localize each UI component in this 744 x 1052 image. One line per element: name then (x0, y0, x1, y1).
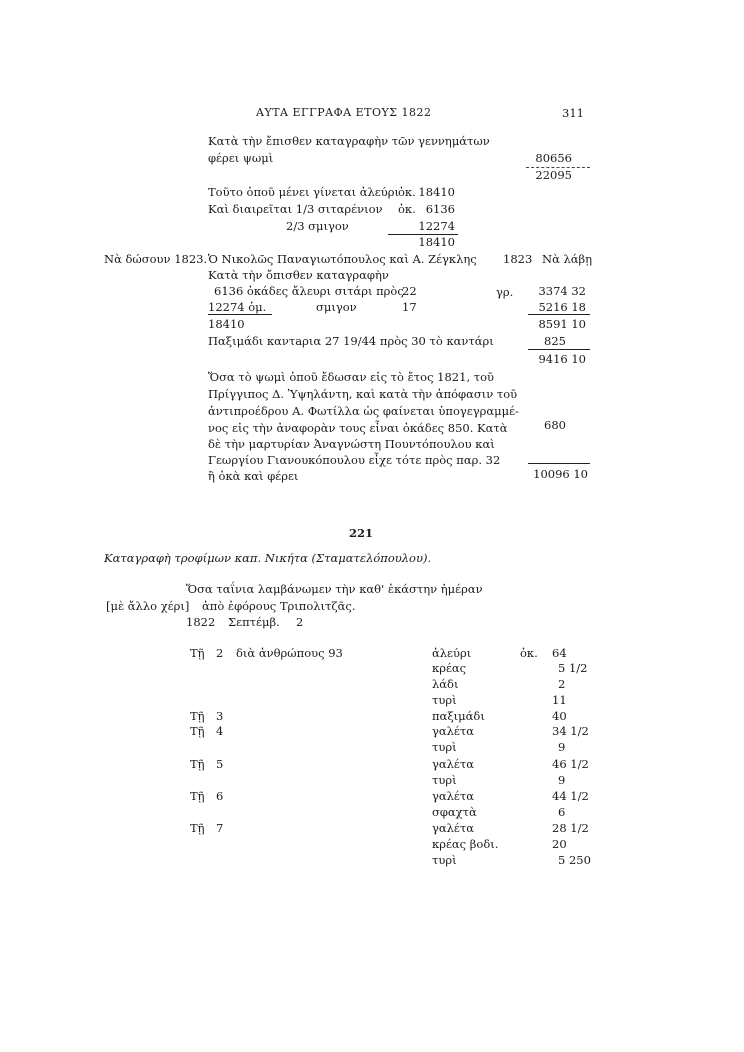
year: 1823 (503, 252, 533, 266)
amount: 680 (544, 418, 566, 432)
grand-total: 10096 10 (533, 467, 588, 481)
amount: 6136 (425, 202, 455, 216)
divider (208, 314, 272, 315)
text-line: Κατὰ τὴν ἔπισθεν καταγραφὴν τῶν γεννημάτων (208, 134, 490, 148)
intro-line: Ὅσα ταΐνια λαμβάνωμεν τὴν καθ' ἑκάστην ἡμέραν (186, 582, 483, 596)
text-line: Καὶ διαιρεῖται 1/3 σιταρένιον (208, 202, 383, 216)
text-line: 6136 ὀκάδες ἄλευρι σιτάρι πρὸς (214, 284, 404, 298)
item-name: κρέας (432, 661, 467, 675)
item-qty: 40 (552, 709, 567, 723)
day-tag: Τῇ (190, 757, 205, 771)
day-number: 7 (216, 821, 224, 835)
page-number: 311 (562, 106, 584, 120)
day-tag: Τῇ (190, 709, 205, 723)
margin-note: Νὰ δώσουν 1823. (104, 252, 208, 266)
item-name: τυρὶ (432, 773, 457, 787)
text-line: σμιγον (316, 300, 357, 314)
item-qty: 34 1/2 (552, 724, 589, 738)
amount: 18410 (418, 185, 455, 199)
text-line: Νὰ λάβῃ (542, 252, 593, 266)
paragraph-line: δὲ τὴν μαρτυρίαν Ἀναγνώστη Πουντόπουλου καὶ (208, 437, 495, 451)
amount: 18410 (418, 235, 455, 249)
day-number: 2 (216, 646, 224, 660)
item-qty: 9 (558, 740, 566, 754)
day-tag: Τῇ (190, 789, 205, 803)
item-name: κρέας βοδι. (432, 837, 499, 851)
divider (528, 349, 590, 350)
item-name: τυρὶ (432, 693, 457, 707)
paragraph-line: Γεωργίου Γιανουκόπουλου εἶχε τότε πρὸς παρ. 32 (208, 453, 501, 467)
unit: ὀκ. (398, 185, 416, 199)
day-tag: Τῇ (190, 821, 205, 835)
item-name: σφαχτὰ (432, 805, 477, 819)
date-year: 1822 (186, 615, 216, 629)
day-tag: Τῇ (190, 724, 205, 738)
item-qty: 2 (558, 677, 566, 691)
text-line: 18410 (208, 317, 245, 331)
divider (528, 314, 590, 315)
date-month: Σεπτέμβ. (228, 615, 280, 629)
amount: 22095 (535, 168, 572, 182)
text-line: φέρει ψωμὶ (208, 151, 274, 165)
item-name: γαλέτα (432, 757, 475, 771)
text-line: Ὁ Νικολῶς Παναγιωτόπουλος καὶ Α. Ζέγκλης (208, 252, 477, 266)
item-name: γαλέτα (432, 724, 475, 738)
text-line: 12274 ὀμ. (208, 300, 267, 314)
item-name: λάδι (432, 677, 459, 691)
item-qty: 46 1/2 (552, 757, 589, 771)
unit: ὀκ. (398, 202, 416, 216)
unit: γρ. (496, 285, 514, 299)
paragraph-line: ἀντιπροέδρου Α. Φωτίλλα ὡς φαίνεται ὑπογεγραμμέ- (208, 404, 519, 418)
item-qty: 9 (558, 773, 566, 787)
item-name: παξιμάδι (432, 709, 485, 723)
amount: 825 (544, 334, 566, 348)
paragraph-line: ἢ ὀκὰ καὶ φέρει (208, 469, 299, 483)
side-note: [μὲ ἄλλο χέρι] (106, 599, 190, 613)
item-qty: 5 1/2 (558, 661, 588, 675)
day-tag: Τῇ (190, 646, 205, 660)
item-qty: 6 (558, 805, 566, 819)
paragraph-line: Πρίγγιπος Δ. Ὑψηλάντη, καὶ κατὰ τὴν ἀπόφασιν τοῦ (208, 387, 518, 401)
day-number: 5 (216, 757, 224, 771)
text-line: Τοῦτο ὁποῦ μένει γίνεται ἀλεύρι (208, 185, 400, 199)
day-number: 4 (216, 724, 224, 738)
day-number: 6 (216, 789, 224, 803)
item-name: τυρὶ (432, 853, 457, 867)
item-name: ἀλεύρι (432, 646, 472, 660)
section-title: Καταγραφὴ τροφίμων καπ. Νικήτα (Σταματελόπουλου). (104, 551, 432, 565)
amount: 9416 10 (538, 352, 586, 366)
amount: 8591 10 (538, 317, 586, 331)
amount: 5216 18 (538, 300, 586, 314)
item-name: τυρὶ (432, 740, 457, 754)
amount: 3374 32 (538, 284, 586, 298)
day-number: 3 (216, 709, 224, 723)
rate: 22 (402, 284, 417, 298)
amount: 12274 (418, 219, 455, 233)
date-day: 2 (296, 615, 304, 629)
intro-line: ἀπὸ ἐφόρους Τριπολιτζᾶς. (202, 599, 356, 613)
amount: 80656 (535, 151, 572, 165)
divider (528, 463, 590, 464)
item-qty: 5 250 (558, 853, 591, 867)
running-header: ΑΥΤΑ ΕΓΓΡΑΦΑ ΕΤΟΥΣ 1822 (256, 106, 432, 119)
section-number: 221 (349, 526, 374, 540)
item-name: γαλέτα (432, 821, 475, 835)
item-qty: 44 1/2 (552, 789, 589, 803)
day-note: διὰ ἀνθρώπους 93 (236, 646, 343, 660)
unit-label: ὀκ. (520, 646, 538, 660)
paragraph-line: νος εἰς τὴν ἀναφορὰν τους εἶναι ὀκάδες 850. Κατὰ (208, 421, 508, 435)
item-qty: 64 (552, 646, 567, 660)
paragraph-line: Ὅσα τὸ ψωμὶ ὁποῦ ἔδωσαν εἰς τὸ ἔτος 1821, τοῦ (208, 370, 495, 384)
item-qty: 28 1/2 (552, 821, 589, 835)
text-line: 2/3 σμιγον (286, 219, 349, 233)
item-name: γαλέτα (432, 789, 475, 803)
item-qty: 11 (552, 693, 567, 707)
item-qty: 20 (552, 837, 567, 851)
text-line: Παξιμάδι καντaρια 27 19/44 πρὸς 30 τὸ καντάρι (208, 334, 494, 348)
rate: 17 (402, 300, 417, 314)
text-line: Κατὰ τὴν ὄπισθεν καταγραφὴν (208, 268, 389, 282)
